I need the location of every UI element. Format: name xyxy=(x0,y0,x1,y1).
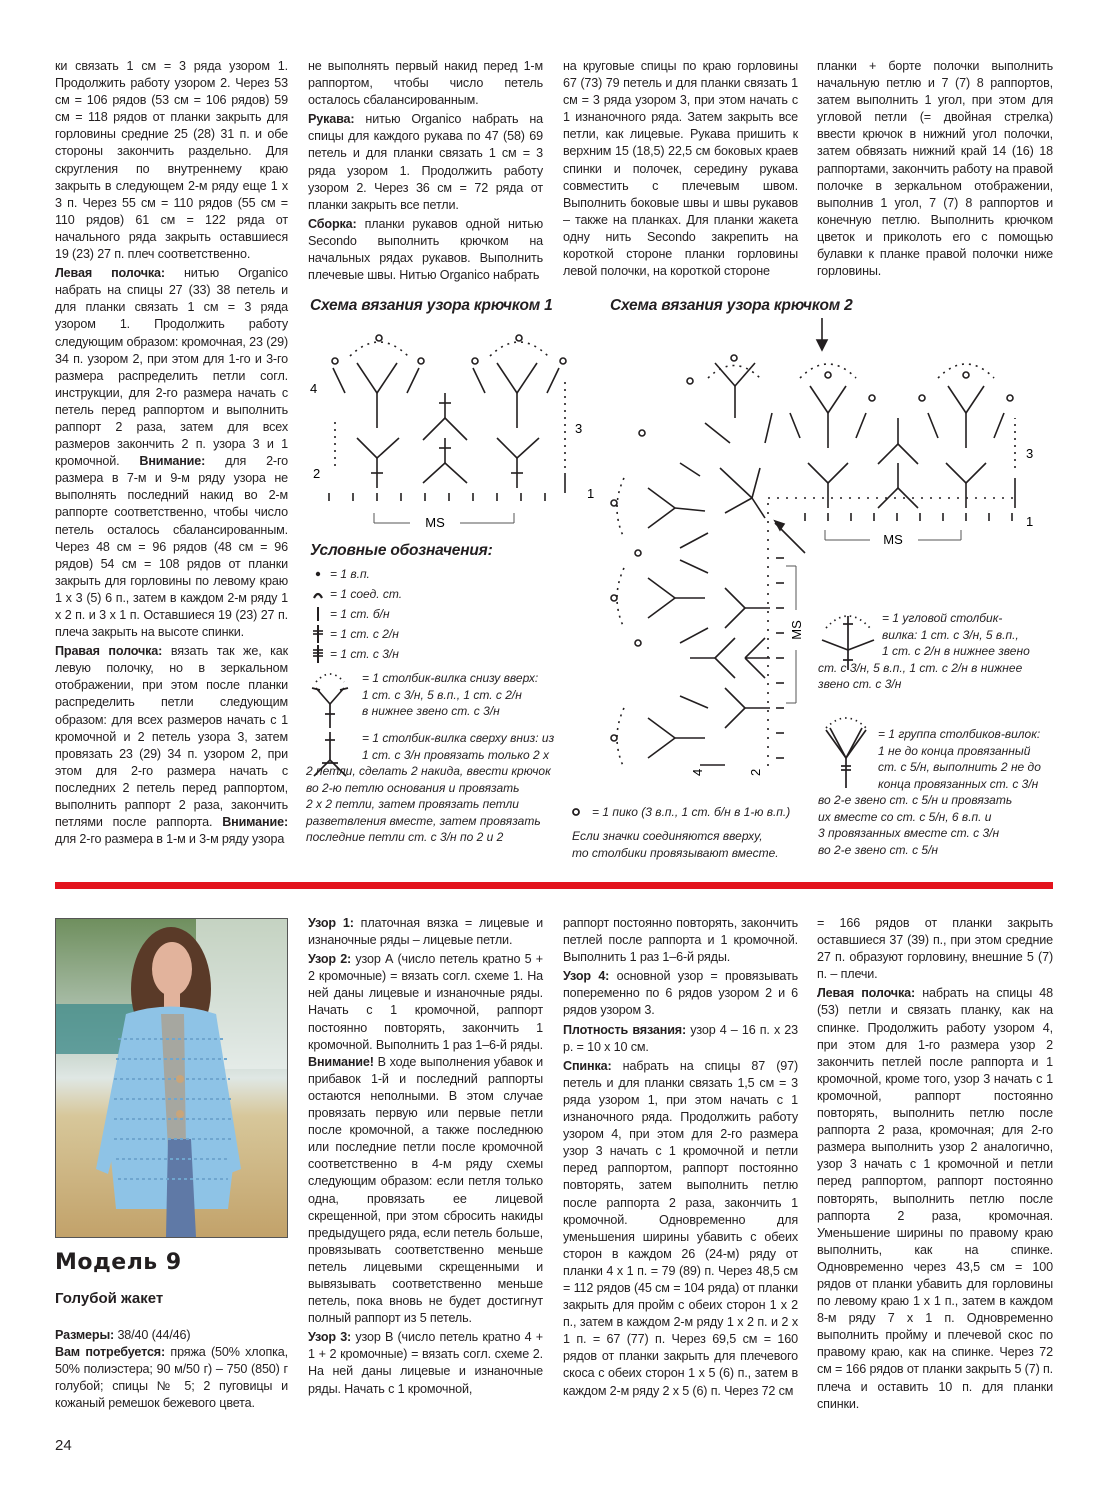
paragraph: ки связать 1 см = 3 ряда узором 1. Продолжить работу узором 2. Через 53 см = 106 рядов (53 см = 106 рядов) 59 см = 118 рядов от планки закрыть для горловины средние 25 (28) 31 п. и обе стороны закончить раздельно. Для скругления по внутреннему краю закрыть в следующем 2-м ряду еще 1 х 3 п. Через 55 см = 110 рядов (55 см = 110 рядов) 61 см = 122 ряда от начального ряда закрыть оставшиеся 19 (23) 27 п. плеч соответственно. xyxy=(55,59,288,262)
base-row xyxy=(329,493,545,501)
fan-group-left-1 xyxy=(648,463,708,548)
model-photo-illustration xyxy=(56,919,287,1237)
legend-title: Условные обозначения: xyxy=(310,542,493,559)
fork-up-2 xyxy=(497,438,539,488)
fork-down-1 xyxy=(423,438,467,483)
bottom-text-column-4 xyxy=(817,915,1053,1415)
fork-down-icon xyxy=(306,730,354,778)
paragraph-pattern-2: Узор 2: узор А (число петель кратно 5 + 2 кромочные) = вязать согл. схеме 1. На ней даны лицевые и изнаночные ряды. Начать с 1 кромочной, раппорт постоянно повторять, закончить 1 кромочной. Выполнить 1 раз 1–6-й ряды. Внимание! В ходе выполнения убавок и прибавок 1-й и последний раппорты остаются неполными. В этом случае провязать первую или первые петли после кромочной, а также последнюю или последние петли после кромочной соответственно в 4-м ряду схемы следующим образом: если петля только одна, провязать ее лицевой скрещенной, при этом сбросить накиды предыдущего ряда, если петель больше, провязывать соответственно меньше петель лицевыми скрещенными и вывязывать соответственно меньше петель, пока вновь не будет достигнут полный раппорт из 5 петель. xyxy=(308,952,543,1326)
legend-text: = 1 столбик-вилка снизу вверх: 1 ст. с 3/н, 5 в.п., 1 ст. с 2/н в нижнее звено ст. с 3/н xyxy=(362,671,539,718)
legend-basic xyxy=(306,564,556,664)
page-number: 24 xyxy=(55,1437,72,1454)
fork-up-1 xyxy=(808,463,848,508)
legend-fork-down: = 1 столбик-вилка сверху вниз: из 1 ст. с 3/н провязать только 2 х 2 петли, сделать 2 накида, ввести крючок во 2-ю петлю основания и провязать 2 х 2 петли, затем провязать петли разветвления вместе, затем провязать последние петли ст. с 3/н по 2 и 2 xyxy=(306,730,576,846)
model-photo xyxy=(55,918,288,1238)
legend-item: = 1 ст. с 2/н xyxy=(306,624,556,644)
legend-text: = 1 столбик-вилка сверху вниз: из 1 ст. с 3/н провязать только 2 х xyxy=(362,731,555,762)
double-crochet-icon xyxy=(306,624,330,644)
paragraph-assembly: Сборка: планки рукавов одной нитью Secondo выполнить крючком на начальных рядах рукавов. Выполнить плечевые швы. Нитью Organico набрать xyxy=(308,216,543,283)
legend-note: Если значки соединяются вверху, то столбики провязывают вместе. xyxy=(572,829,779,860)
row-label-1: 1 xyxy=(1026,514,1034,529)
fan-group-2 xyxy=(928,386,1004,448)
paragraph: планки + борте полочки выполнить начальную петлю и 7 (7) 8 раппортов, затем выполнить 1 угол, при этом для угловой петли (= двойная стрелка) ввести крючок в нижний угол полочки, затем обвязать нижний край 14 (16) 18 раппортами, закончить работу на правой полочке в зеркальном отображении, выполнив 1 угол, 7 (7) 8 раппортов и конечную петлю. Выполнить крючком цветок и приколоть его с помощью булавки к планке правой полочки ниже горловины. xyxy=(817,59,1053,279)
paragraph: на круговые спицы по краю горловины 67 (73) 79 петель и для планки связать 1 см = 3 ряда узором 3, при этом начать с 1 изнаночного ряда. Затем закрыть все петли, как лицевые. Рукава пришить к верхним 15 (18,5) 22,5 см боковых краев спинки и полочек, середину рукава совместить с плечевым швом. Выполнить боковые швы и швы рукавов – также на планках. Для планки жакета одну нить Secondo закрепить на короткой стороне планки горловины левой полочки, на короткой стороне xyxy=(563,59,798,279)
bottom-text-column-2 xyxy=(308,915,543,1400)
corner-arrow-icon xyxy=(775,521,805,553)
fork-left-2 xyxy=(725,688,770,728)
paragraph-left-front: Левая полочка: набрать на спицы 48 (53) петли и связать планку, как на спинке. Продолжить работу узором 4, при этом для 1-го размера узор 2 закончить петлей после раппорта и 1 кромочной, кроме того, узор 3 начать с 1 кромочной, раппорт постоянно повторять, выполнить петлю после раппорта 2 раза, кромочная; для 2-го размера выполнить узор 2 аналогично, узор 3 начать с 1 кромочной и петли перед раппортом, раппорт постоянно повторять, выполнить петлю после раппорта 2 раза, кромочная. Уменьшение ширины по правому краю выполнить, как на спинке. Одновременно через 43,5 см = 100 рядов от планки убавить для горловины по левому краю 1 х 1 п., затем в каждом 8-м ряду 7 х 1 п. Одновременно выполнить пройму и плечевой скос по правому краю, как на спинке. Через 72 см = 166 рядов от планки закрыть 5 (7) п. плеча и оставить 10 п. для планки спинки. xyxy=(817,986,1053,1411)
model-requirements xyxy=(55,1327,288,1414)
row-label-4: 4 xyxy=(690,768,705,776)
fork-down-2 xyxy=(878,418,918,464)
legend-text: = 1 группа столбиков-вилок: 1 не до конца провязанный ст. с 5/н, выполнить 2 не до конца провязанных ст. с 3/н xyxy=(878,727,1041,791)
paragraph-pattern-4: Узор 4: основной узор = провязывать попеременно по 6 рядов узором 2 и 6 рядов узором 3. xyxy=(563,969,798,1018)
legend-item: = 1 соед. ст. xyxy=(306,584,556,604)
legend-item: = 1 ст. с 3/н xyxy=(306,644,556,664)
legend-text: = 1 угловой столбик- вилка: 1 ст. с 3/н, 5 в.п., 1 ст. с 2/н в нижнее звено xyxy=(882,611,1030,658)
fan-group-left-3 xyxy=(648,696,725,765)
fan-group-1 xyxy=(333,363,419,428)
row-label-4: 4 xyxy=(310,381,318,396)
fork-up-2 xyxy=(946,463,986,508)
paragraph-pattern-3: Узор 3: узор В (число петель кратно 4 + 1 + 2 кромочные) = вязать согл. схеме 2. На ней даны лицевые и изнаночные ряды. Начать с 1 кромочной, xyxy=(308,1330,543,1396)
row-label-1: 1 xyxy=(587,486,595,501)
legend-fork-up xyxy=(306,670,566,720)
fan-group-2 xyxy=(473,363,559,428)
base-row xyxy=(805,513,1012,521)
start-arrow-icon xyxy=(817,318,827,350)
paragraph-back: Спинка: набрать на спицы 87 (97) петель и для планки связать 1,5 см = 3 ряда узором 1, при этом начать с 1 изнаночного ряда. Продолжить работу узором 4, при этом для 2-го размера узор 3 начать с 1 кромочной и петли перед раппортом, раппорт постоянно повторять, затем выполнить петлю после раппорта 2 раза, закончить 1 кромочной. Одновременно для уменьшения ширины убавить с обеих сторон в каждом 26 (24-м) ряду от планки 4 х 1 п. = 79 (89) п. Через 48,5 см = 112 рядов (45 см = 104 ряда) от планки закрыть для пройм с обеих сторон 1 х 2 п., затем в каждом 2-м ряду 1 х 2 п. и 2 х 1 п. = 67 (77) п. Через 69,5 см = 160 рядов от планки закрыть для плечевого скоса с обеих сторон 1 х 5 (6) п., затем в каждом 2-м ряду 2 х 5 (6) п. Через 72 см xyxy=(563,1058,798,1398)
text-column-3 xyxy=(563,58,798,282)
repeat-label-vertical: MS xyxy=(789,620,804,640)
paragraph: раппорт постоянно повторять, закончить петлей после раппорта и 1 кромочной. Выполнить 1 раз 1–6-й ряды. xyxy=(563,916,798,965)
chart-2-symbols xyxy=(611,318,1020,778)
paragraph-gauge: Плотность вязания: узор 4 – 16 п. х 23 р. = 10 х 10 см. xyxy=(563,1022,798,1054)
model-title: Модель 9 xyxy=(55,1250,182,1275)
paragraph-right-front: Правая полочка: вязать так же, как левую полочку, но в зеркальном отображении, при этом после планки распределить петли следующим образом: для всех размеров начать с 1 кромочной и 2 петель узора 3, затем провязать 23 (29) 34 п. узором 2, при этом для 2-го размера начать с последних 2 петель перед раппортом, выполнить раппорт 2 раза, закончить петлями после раппорта. Внимание: для 2-го размера в 1-м и 3-м ряду узора xyxy=(55,644,289,847)
legend-item: = 1 ст. б/н xyxy=(306,604,556,624)
text-column-1 xyxy=(55,58,288,850)
chain-dot-icon xyxy=(306,570,330,578)
fan-group-1 xyxy=(790,386,866,448)
section-divider xyxy=(55,882,1053,889)
fork-up-1 xyxy=(357,438,399,488)
fork-up-icon xyxy=(306,670,354,732)
materials: Вам потребуется: пряжа (50% хлопка, 50% полиэстера; 90 м/50 г) – 750 (850) г голубой; спицы № 5; 2 пуговицы и кожаный ремешок бежевого цвета. xyxy=(55,1345,288,1411)
legend-item: = 1 в.п. xyxy=(306,564,556,584)
fork-down-1 xyxy=(878,463,918,508)
row-label-2: 2 xyxy=(313,466,321,481)
corner-fork xyxy=(720,468,765,518)
treble-crochet-icon xyxy=(306,644,330,664)
legend-corner-fork: = 1 угловой столбик- вилка: 1 ст. с 3/н, 5 в.п., 1 ст. с 2/н в нижнее звено ст. с 3/н, 5 в.п., 1 ст. с 2/н в нижнее звено ст. с 3/н xyxy=(818,610,1058,693)
legend-fork-group: = 1 группа столбиков-вилок: 1 не до конца провязанный ст. с 5/н, выполнить 2 не до конца провязанных ст. с 3/н во 2-е звено ст. с 5/н и провязать их вместе со ст. с 5/н, 6 в.п. и 3 провязанных вместе ст. с 3/н во 2-е звено ст. с 5/н xyxy=(818,726,1058,858)
bottom-text-column-3 xyxy=(563,915,798,1402)
row-label-3: 3 xyxy=(575,421,583,436)
chart-1-title: Схема вязания узора крючком 1 xyxy=(310,297,553,314)
crochet-chart-2 xyxy=(600,318,1060,778)
sizes: Размеры: 38/40 (44/46) xyxy=(55,1328,191,1342)
model-subtitle: Голубой жакет xyxy=(55,1290,164,1307)
chart-1-symbols xyxy=(329,335,566,501)
text-column-2 xyxy=(308,58,543,286)
chart-2-title: Схема вязания узора крючком 2 xyxy=(610,297,853,314)
repeat-label-horizontal: MS xyxy=(883,532,903,547)
fan-group-left-2 xyxy=(648,560,708,643)
paragraph: не выполнять первый накид перед 1-м раппортом, чтобы число петель осталось сбалансированным. xyxy=(308,59,543,108)
single-crochet-icon xyxy=(306,606,330,622)
crochet-chart-1 xyxy=(305,318,595,528)
fork-down-2 xyxy=(423,393,467,440)
fork-left-1 xyxy=(725,588,770,628)
text-column-4 xyxy=(817,58,1053,282)
legend-picot: = 1 пико (3 в.п., 1 ст. б/н в 1-ю в.п.) xyxy=(570,804,830,821)
slip-stitch-arc-icon xyxy=(306,589,330,599)
paragraph-pattern-1: Узор 1: платочная вязка = лицевые и изнаночные ряды – лицевые петли. xyxy=(308,916,544,948)
row-label-2: 2 xyxy=(748,768,763,776)
paragraph: = 166 рядов от планки закрыть оставшиеся 37 (39) п., при этом средние 27 п. образуют горловину, внешние 5 (7) п. – плечи. xyxy=(817,916,1053,982)
row-label-3: 3 xyxy=(1026,446,1034,461)
paragraph-left-front: Левая полочка: нитью Organico набрать на спицы 27 (33) 38 петель и для планки связать 1 см = 3 ряда узором 1. Продолжить работу следующим образом: кромочная, 23 (29) 34 п. узором 2, при этом для 1-го и 3-го размера распределить петли согл. инструкции, для 2-го размера начать с петель перед раппортом и выполнить раппорт 2 раза, затем для всех размеров закончить 2 п. узора 3 и 1 кромочной. Внимание: для 2-го размера в 7-м и 9-м ряду узора не выполнять последний накид во 2-м раппорте соответственно, чтобы число петель осталось сбалансированным. Через 48 см = 96 рядов (48 см = 96 рядов) 54 см = 108 рядов от планки закрыть для горловины по левому краю 1 х 3 (5) 6 п., затем в каждом 2-м ряду 1 х 2 п. и 3 х 1 п. Оставшиеся 19 (23) 27 п. плеча закрыть на высоте спинки. xyxy=(55,266,288,640)
picot-icon xyxy=(570,806,584,818)
fan-group-corner xyxy=(705,363,772,443)
repeat-label: MS xyxy=(425,515,445,528)
paragraph-sleeves: Рукава: нитью Organico набрать на спицы для каждого рукава по 47 (58) 69 петель и для планки связать 1 см = 3 ряда узором 1. Продолжить работу узором 2. Через 36 см = 72 ряда от планки закрыть все петли. xyxy=(308,112,543,212)
fork-left-3 xyxy=(690,638,770,678)
